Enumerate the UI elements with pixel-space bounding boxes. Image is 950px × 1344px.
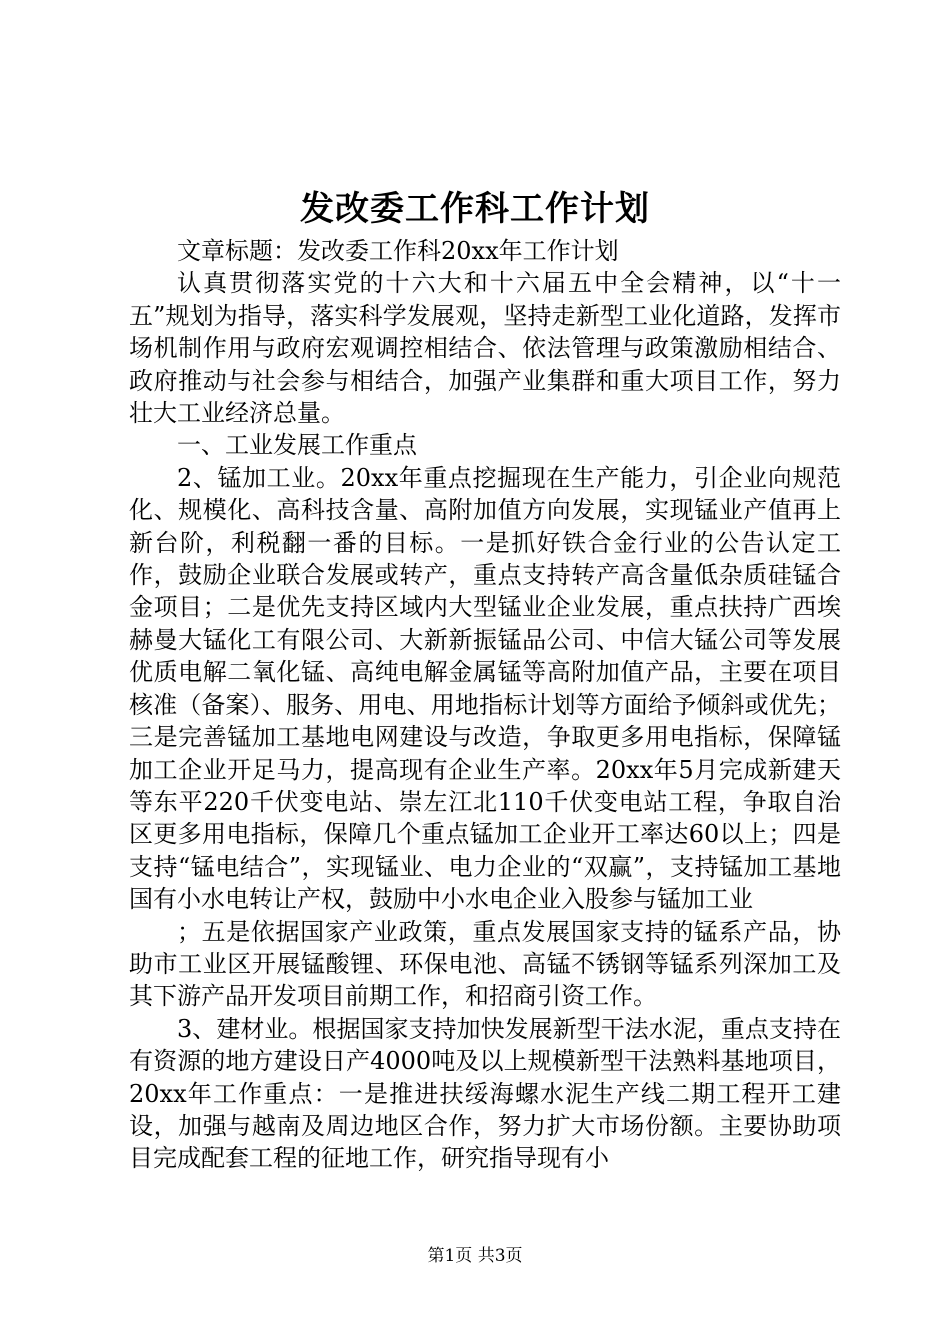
article-title-line: 文章标题：发改委工作科20xx年工作计划 <box>177 237 619 265</box>
intro-paragraph: 认真贯彻落实党的十六大和十六届五中全会精神，以“十一五”规划为指导，落实科学发展观，坚持走新型工业化道路，发挥市场机制作用与政府宏观调控相结合、依法管理与政策激励相结合、政府推动与社会参与相结合，加强产业集群和重大项目工作，努力壮大工业经济总量。 <box>129 269 841 428</box>
manganese-continuation-paragraph: ；五是依据国家产业政策，重点发展国家支持的锰系产品，协助市工业区开展锰酸锂、环保电池、高锰不锈钢等锰系列深加工及其下游产品开发项目前期工作，和招商引资工作。 <box>129 917 841 1011</box>
building-materials-paragraph: 3、建材业。根据国家支持加快发展新型干法水泥，重点支持在有资源的地方建设日产4000吨及以上规模新型干法熟料基地项目，20xx年工作重点：一是推进扶绥海螺水泥生产线二期工程开工建设，加强与越南及周边地区合作，努力扩大市场份额。主要协助项目完成配套工程的征地工作，研究指导现有小 <box>129 1014 841 1173</box>
section-heading: 一、工业发展工作重点 <box>177 431 417 460</box>
document-body <box>129 235 841 1175</box>
page-footer: 第1页 共3页 <box>427 1246 523 1266</box>
manganese-paragraph: 2、锰加工业。20xx年重点挖掘现在生产能力，引企业向规范化、规模化、高科技含量、高附加值方向发展，实现锰业产值再上新台阶，利税翻一番的目标。一是抓好铁合金行业的公告认定工作，鼓励企业联合发展或转产，重点支持转产高含量低杂质硅锰合金项目；二是优先支持区域内大型锰业企业发展，重点扶持广西埃赫曼大锰化工有限公司、大新新振锰品公司、中信大锰公司等发展优质电解二氧化锰、高纯电解金属锰等高附加值产品，主要在项目核准（备案）、服务、用电、用地指标计划等方面给予倾斜或优先；三是完善锰加工基地电网建设与改造，争取更多用电指标，保障锰加工企业开足马力，提高现有企业生产率。20xx年5月完成新建天等东平220千伏变电站、崇左江北110千伏变电站工程，争取自治区更多用电指标，保障几个重点锰加工企业开工率达60以上；四是支持“锰电结合”，实现锰业、电力企业的“双赢”，支持锰加工基地国有小水电转让产权，鼓励中小水电企业入股参与锰加工业 <box>129 463 841 914</box>
page-title: 发改委工作科工作计划 <box>300 189 650 229</box>
